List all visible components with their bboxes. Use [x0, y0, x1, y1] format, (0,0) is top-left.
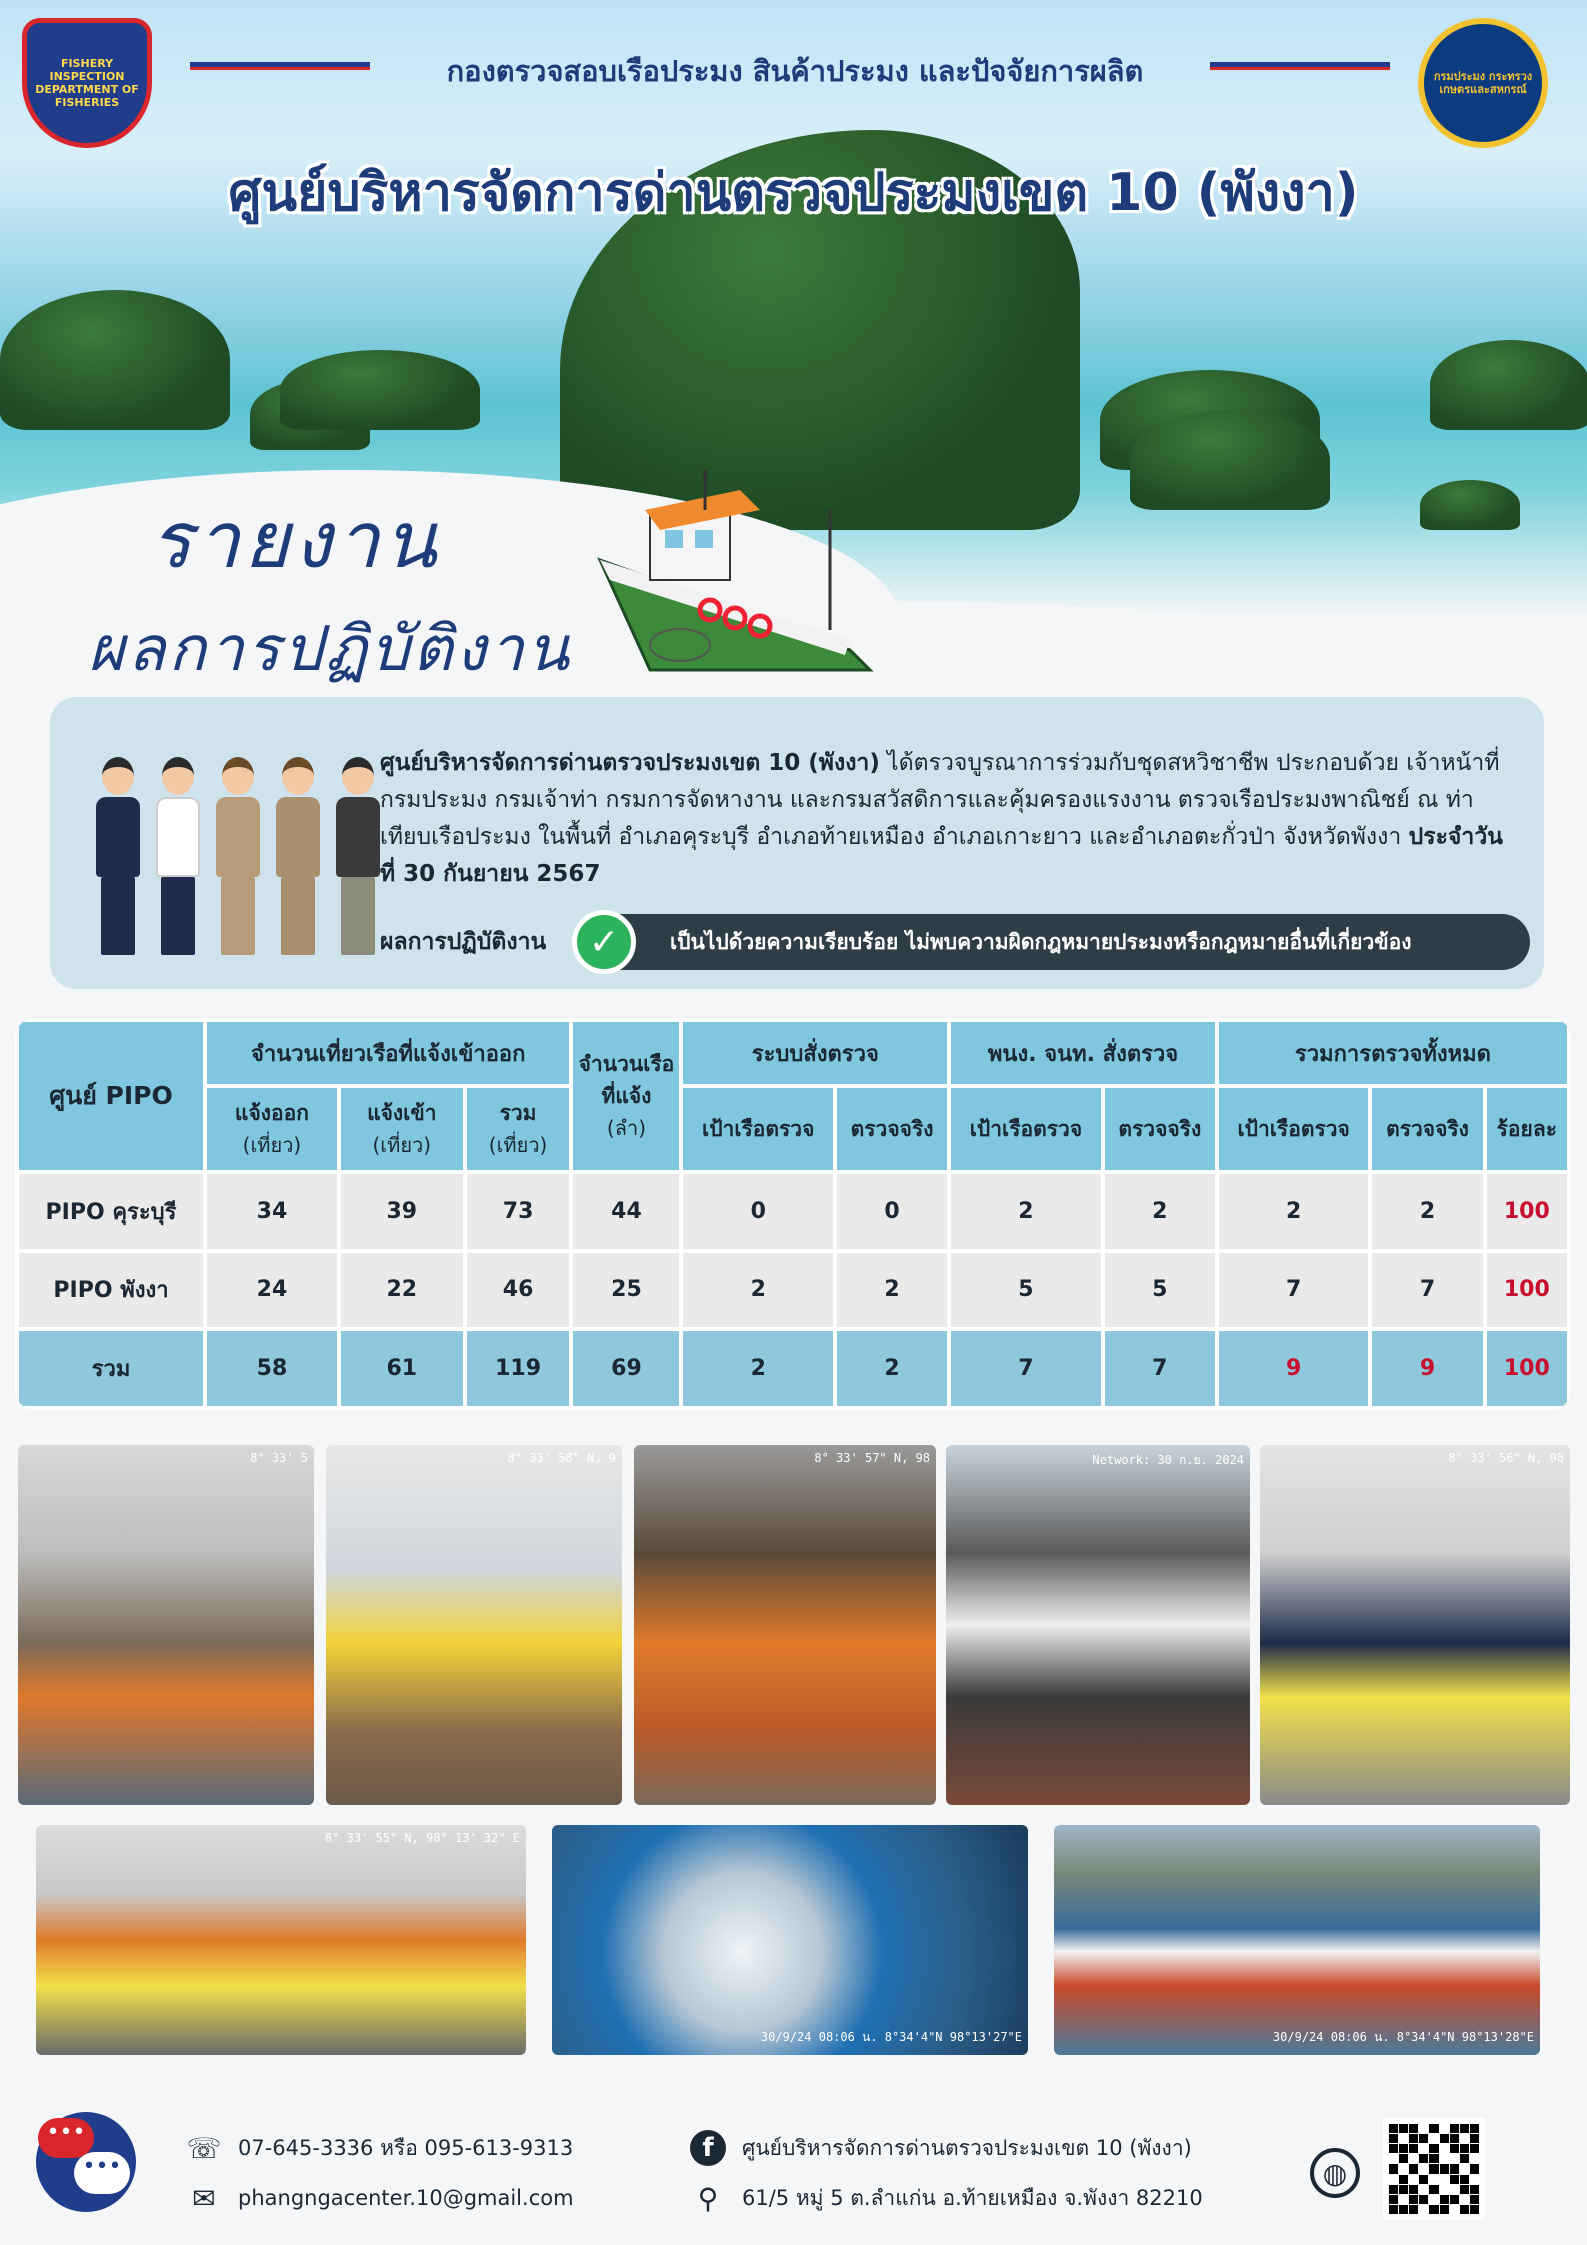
col-total: รวมการตรวจทั้งหมด — [1219, 1022, 1567, 1084]
footer — [0, 2100, 1587, 2245]
result-row — [380, 913, 1530, 971]
agency-name: กองตรวจสอบเรือประมง สินค้าประมง และปัจจัยการผลิต — [446, 54, 1144, 88]
fishing-boat-illustration — [590, 470, 880, 700]
check-icon: ✓ — [572, 910, 636, 974]
footer-address — [690, 2180, 1203, 2216]
cell-sum: 46 — [467, 1253, 570, 1328]
island — [1420, 480, 1520, 530]
col-in — [341, 1088, 463, 1170]
col-off-actual: ตรวจจริง — [1105, 1088, 1215, 1170]
officer-figure — [332, 757, 384, 957]
info-org: ศูนย์บริหารจัดการด่านตรวจประมงเขต 10 (พังงา) — [380, 750, 880, 776]
col-sum — [467, 1088, 570, 1170]
photo-caption: 8° 33' 57" N, 98 — [814, 1451, 930, 1465]
info-box — [50, 697, 1544, 989]
officer-figure — [152, 757, 204, 957]
info-date: ประจำวันที่ 30 กันยายน 2567 — [380, 824, 1503, 887]
photo-fishing-vessel — [1054, 1825, 1540, 2055]
seal-right-text: กรมประมง กระทรวงเกษตรและสหกรณ์ — [1433, 69, 1533, 96]
cell-in: 22 — [341, 1253, 463, 1328]
island — [1130, 410, 1330, 510]
officer-figure — [92, 757, 144, 957]
col-center: ศูนย์ PIPO — [19, 1022, 203, 1170]
footer-facebook — [690, 2130, 1192, 2166]
table-row — [19, 1253, 1567, 1328]
cell-sys-target: 2 — [683, 1253, 833, 1328]
photo-document-check — [326, 1445, 622, 1805]
row-name: PIPO คุระบุรี — [19, 1174, 203, 1249]
col-in-label: แจ้งเข้า — [367, 1101, 437, 1125]
cell-sys-actual: 2 — [837, 1253, 947, 1328]
cell-off-actual: 7 — [1105, 1331, 1215, 1406]
photo-caption: 30/9/24 08:06 น. 8°34'4"N 98°13'27"E — [760, 2030, 1022, 2044]
chat-icon: ••• ••• — [36, 2112, 136, 2212]
location-icon: ⚲ — [697, 2181, 719, 2215]
row-name: รวม — [19, 1331, 203, 1406]
cell-sys-target: 0 — [683, 1174, 833, 1249]
cell-percent: 100 — [1487, 1253, 1567, 1328]
report-subheading: ผลการปฏิบัติงาน — [88, 612, 573, 685]
col-boats — [573, 1022, 679, 1170]
cell-boats: 44 — [573, 1174, 679, 1249]
photo-caption: 8° 33' 58" N, 9 — [507, 1451, 616, 1465]
fishery-inspection-seal — [22, 18, 152, 148]
col-out-unit: (เที่ยว) — [242, 1133, 302, 1157]
cell-out: 34 — [207, 1174, 337, 1249]
col-system: ระบบสั่งตรวจ — [683, 1022, 947, 1084]
cell-boats: 69 — [573, 1331, 679, 1406]
row-name: PIPO พังงา — [19, 1253, 203, 1328]
col-officer: พนง. จนท. สั่งตรวจ — [951, 1022, 1215, 1084]
footer-email — [186, 2180, 574, 2216]
address: 61/5 หมู่ 5 ต.ลำแก่น อ.ท้ายเหมือง จ.พังงา 82210 — [742, 2185, 1203, 2210]
cell-sys-target: 2 — [683, 1331, 833, 1406]
seal-left-text: FISHERY INSPECTION DEPARTMENT OF FISHERIES — [35, 56, 139, 110]
cell-off-target: 2 — [951, 1174, 1101, 1249]
photo-fish-catch — [552, 1825, 1028, 2055]
cell-off-target: 7 — [951, 1331, 1101, 1406]
cell-tot-actual: 9 — [1372, 1331, 1482, 1406]
cell-sys-actual: 0 — [837, 1174, 947, 1249]
globe-icon[interactable]: ◍ — [1310, 2148, 1360, 2198]
cell-off-target: 5 — [951, 1253, 1101, 1328]
cell-out: 58 — [207, 1331, 337, 1406]
photo-boat-deck-inspection — [634, 1445, 936, 1805]
result-label: ผลการปฏิบัติงาน — [380, 929, 547, 955]
photo-caption: 30/9/24 08:06 น. 8°34'4"N 98°13'28"E — [1272, 2030, 1534, 2044]
cell-out: 24 — [207, 1253, 337, 1328]
cell-percent: 100 — [1487, 1331, 1567, 1406]
cell-boats: 25 — [573, 1253, 679, 1328]
officer-figure — [212, 757, 264, 957]
table-row — [19, 1174, 1567, 1249]
cell-sum: 73 — [467, 1174, 570, 1249]
cell-off-actual: 2 — [1105, 1174, 1215, 1249]
footer-phone — [186, 2130, 573, 2166]
col-sys-actual: ตรวจจริง — [837, 1088, 947, 1170]
cell-tot-target: 2 — [1219, 1174, 1369, 1249]
photo-crew-lineup — [18, 1445, 314, 1805]
photo-caption: 8° 33' 56" N, 98 — [1448, 1451, 1564, 1465]
photo-caption: Network: 30 ก.ย. 2024 — [1092, 1453, 1244, 1467]
col-in-unit: (เที่ยว) — [372, 1133, 432, 1157]
col-sum-unit: (เที่ยว) — [488, 1133, 548, 1157]
email-address[interactable]: phangngacenter.10@gmail.com — [238, 2186, 574, 2210]
cell-tot-actual: 7 — [1372, 1253, 1482, 1328]
col-trips: จำนวนเที่ยวเรือที่แจ้งเข้าออก — [207, 1022, 569, 1084]
col-boats-unit: (ลำ) — [606, 1116, 647, 1140]
cell-in: 39 — [341, 1174, 463, 1249]
col-out-label: แจ้งออก — [234, 1101, 309, 1125]
cell-tot-actual: 2 — [1372, 1174, 1482, 1249]
island — [280, 350, 480, 430]
island — [1430, 340, 1587, 430]
cell-sum: 119 — [467, 1331, 570, 1406]
cell-sys-actual: 2 — [837, 1331, 947, 1406]
cell-percent: 100 — [1487, 1174, 1567, 1249]
photo-caption: 8° 33' 5 — [250, 1451, 308, 1465]
multidisciplinary-team-illustration — [92, 747, 402, 957]
photo-vms-device — [946, 1445, 1250, 1805]
report-heading: รายงาน — [150, 496, 441, 586]
info-paragraph — [380, 745, 1510, 893]
result-text: เป็นไปด้วยความเรียบร้อย ไม่พบความผิดกฎหมายประมงหรือกฎหมายอื่นที่เกี่ยวข้อง — [670, 929, 1412, 954]
col-sum-label: รวม — [499, 1101, 537, 1125]
facebook-icon: f — [690, 2130, 726, 2166]
department-of-fisheries-seal — [1418, 18, 1548, 148]
col-off-target: เป้าเรือตรวจ — [951, 1088, 1101, 1170]
cell-in: 61 — [341, 1331, 463, 1406]
phone-number[interactable]: 07-645-3336 หรือ 095-613-9313 — [238, 2135, 574, 2160]
island — [0, 290, 230, 430]
col-percent: ร้อยละ — [1487, 1088, 1567, 1170]
col-boats-label: จำนวนเรือที่แจ้ง — [578, 1052, 675, 1108]
col-sys-target: เป้าเรือตรวจ — [683, 1088, 833, 1170]
cell-off-actual: 5 — [1105, 1253, 1215, 1328]
photo-officers-review — [1260, 1445, 1570, 1805]
photo-pier-meeting — [36, 1825, 526, 2055]
info-body: ได้ตรวจบูรณาการร่วมกับชุดสหวิชาชีพ ประกอบด้วย เจ้าหน้าที่กรมประมง กรมเจ้าท่า กรมการจัดหางาน และกรมสวัสดิการและคุ้มครองแรงงาน ตรวจเรือประมงพาณิชย์ ณ ท่าเทียบเรือประมง ในพื้นที่ อำเภอคุระบุรี อำเภอท้ายเหมือง อำเภอเกาะยาว และอำเภอตะกั่วป่า จังหวัดพังงา — [380, 750, 1500, 850]
inspection-summary-table — [15, 1018, 1571, 1410]
col-tot-actual: ตรวจจริง — [1372, 1088, 1482, 1170]
cell-tot-target: 7 — [1219, 1253, 1369, 1328]
facebook-page[interactable]: ศูนย์บริหารจัดการด่านตรวจประมงเขต 10 (พังงา) — [742, 2135, 1192, 2160]
cell-tot-target: 9 — [1219, 1331, 1369, 1406]
col-tot-target: เป้าเรือตรวจ — [1219, 1088, 1369, 1170]
qr-code[interactable] — [1383, 2118, 1485, 2220]
mail-icon: ✉ — [192, 2181, 216, 2215]
phone-icon: ☏ — [186, 2131, 222, 2165]
result-pill — [580, 914, 1530, 970]
officer-figure — [272, 757, 324, 957]
header-rule-left — [190, 62, 370, 70]
page-title: ศูนย์บริหารจัดการด่านตรวจประมงเขต 10 (พังงา) — [228, 163, 1359, 223]
header-rule-right — [1210, 62, 1390, 70]
col-out — [207, 1088, 337, 1170]
table-row-total — [19, 1331, 1567, 1406]
photo-caption: 8° 33' 55" N, 98° 13' 32" E — [324, 1831, 520, 1845]
